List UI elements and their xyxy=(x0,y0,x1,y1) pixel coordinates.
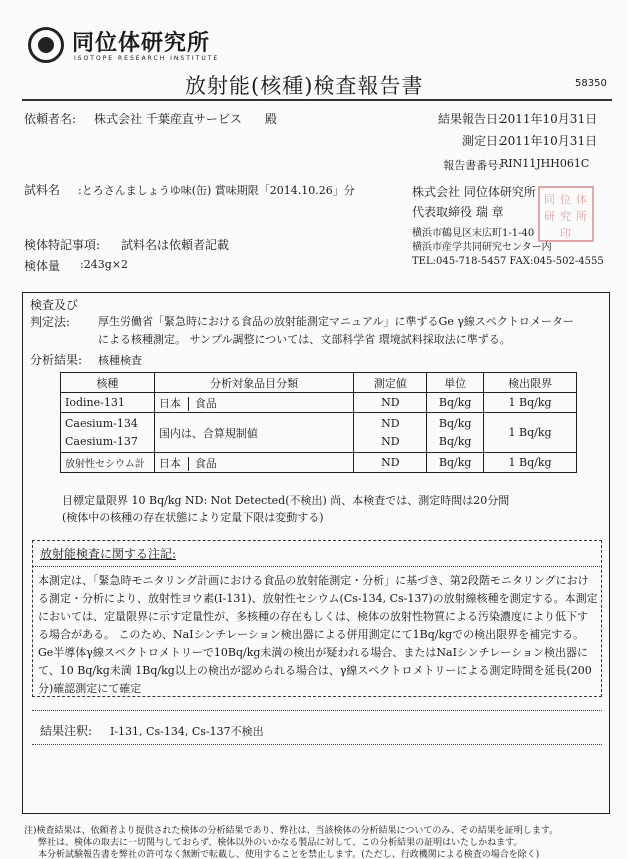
disclaimer-line-3: 本分析試験報告書を弊社の許可なく無断で転載し、使用することを禁止します。(ただし、行政機関による検査の場合を除く) xyxy=(38,850,540,859)
value-cell: ND ND xyxy=(354,413,427,453)
specimen-note-label: 検体特記事項: xyxy=(24,238,101,252)
company-seal-stamp: 同 位 体 研 究 所 印 xyxy=(538,186,594,242)
header-limit: 検出限界 xyxy=(484,373,577,393)
category-cell: 日本 食品 xyxy=(154,453,354,473)
header-value: 測定値 xyxy=(354,373,427,393)
report-date-label: 結果報告日: xyxy=(437,112,502,126)
category-cell: 国内は、合算規制値 xyxy=(154,413,354,453)
method-line-1: 厚生労働省「緊急時における食品の放射能測定マニュアル」に準ずるGe γ線スペクトロメーター xyxy=(98,315,574,328)
specimen-quantity: :243g×2 xyxy=(80,258,128,271)
header-divider xyxy=(22,99,612,101)
report-title: 放射能(核種)検査報告書 xyxy=(185,74,424,98)
table-row xyxy=(61,413,577,453)
document-number: 58350 xyxy=(575,78,607,89)
issuer-company: 株式会社 同位体研究所 xyxy=(412,185,536,199)
table-row xyxy=(61,453,577,473)
issuer-address-2: 横浜市産学共同研究センター内 xyxy=(412,242,552,253)
issuer-phone: TEL:045-718-5457 FAX:045-502-4555 xyxy=(412,256,604,267)
client-name: 株式会社 千葉産直サービス xyxy=(94,112,242,126)
conclusion-value: I-131, Cs-134, Cs-137不検出 xyxy=(110,725,264,738)
value-cell: ND xyxy=(354,453,427,473)
notes-body: 本測定は、「緊急時モニタリング計画における食品の放射能測定・分析」に基づき、第2段階モニタリングにおける測定・分析により、放射性ヨウ素(I-131)、放射性セシウム(Cs-134, Cs-137)の放射線核種を測定する。本測定においては、定量限界に示す定量性が、多核種の存在もしくは、検体の放射性物質による汚染濃度により低下する場合がある。 このため、NaIシンチレーション検出器による併用測定にて1Bq/kgでの検出限界を補完する。 Ge半導体γ線スペクトロメトリーで10Bq/kg未満の検出が疑われる場合、またはNaIシンチレーション検出器にて、10 Bq/kg未満 1Bq/kg以上の検出が認められる場合は、γ線スペクトロメトリーによる測定時間を延長(200分)確認測定にて確定 xyxy=(38,574,598,695)
disclaimer-line-1: 注)検査結果は、依頼者より提供された検体の分析結果であり、弊社は、当該検体の分析結果についてのみ、その結果を証明します。 xyxy=(24,826,559,836)
issuer-representative: 代表取締役 瑞 章 xyxy=(412,205,504,219)
unit-cell: Bq/kg xyxy=(427,393,484,413)
analysis-type: 核種検査 xyxy=(98,354,142,367)
report-number-label: 報告書番号: xyxy=(443,159,502,172)
limit-cell: 1 Bq/kg xyxy=(484,393,577,413)
table-header-row xyxy=(61,373,577,393)
results-table xyxy=(60,372,577,473)
table-row xyxy=(61,393,577,413)
nuclide-cell: Iodine-131 xyxy=(61,393,155,413)
nuclide-cell: Caesium-134 Caesium-137 xyxy=(61,413,155,453)
company-name-en: ISOTOPE RESEARCH INSTITUTE xyxy=(74,55,220,62)
measurement-date-label: 測定日: xyxy=(461,134,502,148)
method-heading-2: 判定法: xyxy=(30,315,71,329)
unit-cell: Bq/kg Bq/kg xyxy=(427,413,484,453)
header-unit: 単位 xyxy=(427,373,484,393)
conclusion-underline xyxy=(32,744,602,745)
client-suffix: 殿 xyxy=(265,112,278,126)
issuer-address-1: 横浜市鶴見区末広町1-1-40 xyxy=(412,228,535,239)
conclusion-label: 結果注釈: xyxy=(40,724,93,738)
analysis-label: 分析結果: xyxy=(30,353,83,367)
specimen-quantity-label: 検体量 xyxy=(24,259,61,273)
client-label: 依頼者名: xyxy=(24,112,77,126)
conclusion-divider xyxy=(32,710,602,711)
unit-cell: Bq/kg xyxy=(427,453,484,473)
disclaimer-line-2: 弊社は、検体の取去に一切関与しておらず、検体以外のいかなる製品に対して、この分析結果の証明はいたしかねます。 xyxy=(38,838,523,848)
quantitation-footnote: 目標定量限界 10 Bq/kg ND: Not Detected(不検出) 尚、本検査では、測定時間は20分間 xyxy=(62,494,510,507)
limit-cell: 1 Bq/kg xyxy=(484,413,577,453)
report-date: 2011年10月31日 xyxy=(500,112,598,126)
value-cell: ND xyxy=(354,393,427,413)
measurement-date: 2011年10月31日 xyxy=(500,134,598,148)
sample-label: 試料名 xyxy=(24,183,61,197)
report-number: RIN11JHH061C xyxy=(500,157,590,170)
limit-cell: 1 Bq/kg xyxy=(484,453,577,473)
nuclide-cell: 放射性セシウム計 xyxy=(61,453,155,473)
specimen-note: 試料名は依頼者記載 xyxy=(121,238,230,252)
quantitation-footnote-2: (検体中の核種の存在状態により定量下限は変動する) xyxy=(62,511,324,524)
notes-divider xyxy=(32,566,602,567)
method-line-2: による核種測定。 サンプル調整については、文部科学省 環境試料採取法に準ずる。 xyxy=(98,333,511,346)
company-logo-icon xyxy=(28,27,64,63)
header-category: 分析対象品目分類 xyxy=(154,373,354,393)
company-name: 同位体研究所 xyxy=(72,31,211,56)
sample-name: :とろさんましょうゆ味(缶) 賞味期限「2014.10.26」分 xyxy=(78,184,355,197)
notes-heading: 放射能検査に関する注記: xyxy=(40,547,177,561)
category-cell: 日本 食品 xyxy=(154,393,354,413)
header-nuclide: 核種 xyxy=(61,373,155,393)
method-heading-1: 検査及び xyxy=(30,298,79,312)
